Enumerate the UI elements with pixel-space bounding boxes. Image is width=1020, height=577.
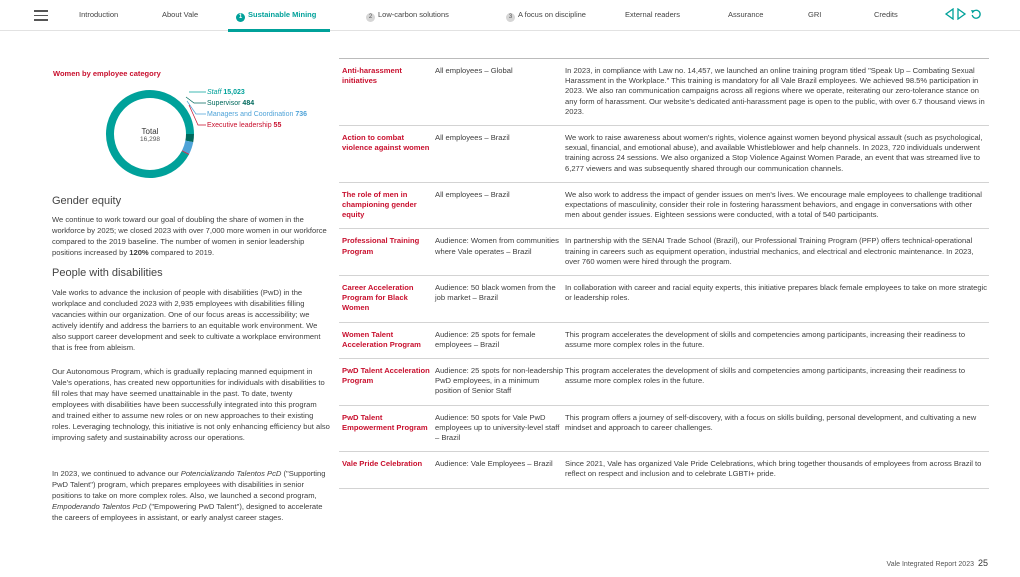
initiatives-table (339, 58, 989, 489)
legend-value: 15,023 (223, 89, 245, 96)
chart-title: Women by employee category (53, 69, 161, 78)
table-row (339, 126, 989, 183)
legend-value: 736 (295, 111, 308, 118)
initiative-name: The role of men in championing gender equity (342, 189, 417, 220)
legend-label: Executive leadership (207, 122, 272, 129)
initiative-name: Action to combat violence against women (342, 133, 430, 153)
legend-label: Staff (207, 89, 222, 96)
legend-item-supervisor (207, 100, 254, 107)
nav-number-badge: 1 (236, 13, 245, 22)
initiative-audience: Audience: Women from communities where Vale operates – Brazil (435, 236, 559, 256)
text-run: compared to 2019. (148, 248, 215, 257)
text-run: We continue to work toward our goal of doubling the share of women in the workforce by 2025; we closed 2023 with over 7,000 more women in our workforce compared to the 2019 baseline. The number of women in senior leadership positions increased by (52, 215, 327, 257)
legend-label: Supervisor (207, 100, 241, 107)
nav-number-badge: 2 (366, 13, 375, 22)
nav-assurance[interactable]: Assurance (728, 10, 764, 19)
top-navigation (0, 0, 1020, 31)
initiative-audience: Audience: 25 spots for non-leadership PwD employees, in a minimum position of Senior Staff (435, 366, 563, 396)
table-row (339, 276, 989, 323)
nav-about-vale[interactable]: About Vale (162, 10, 199, 19)
nav-low-carbon-solutions[interactable] (366, 10, 449, 22)
legend-label: Managers and Coordination (207, 111, 294, 118)
initiative-name: Women Talent Acceleration Program (342, 329, 421, 349)
table-row (339, 359, 989, 406)
gender-equity-paragraph (52, 214, 331, 258)
donut-slice-managers (186, 141, 190, 152)
next-page-icon[interactable] (956, 8, 967, 20)
hamburger-menu-icon[interactable] (34, 10, 48, 21)
initiative-audience: All employees – Global (435, 66, 513, 75)
initiative-description: Since 2021, Vale has organized Vale Pride Celebrations, which bring together thousands of employees from across Brazil to reflect on respect and inclusion and to celebrate LGBTI+ pride. (565, 459, 982, 479)
text-run-bold: 120% (129, 248, 149, 257)
table-row (339, 229, 989, 276)
report-name: Vale Integrated Report 2023 (886, 561, 974, 568)
text-run: ("Empowering PwD Talent"), designed to accelerate the careers of employees in assistant, or early analyst career stages. (52, 502, 323, 522)
pwd-paragraph-2: Our Autonomous Program, which is gradually replacing manned equipment in Vale's operations, has created new opportunities for individuals with disabilities to fill roles that may have seemed unattainable in the past. To date, twenty employees with disabilities have been successfully integrated into this program and trained either to assume new roles or on new approaches to their existing roles. Leveraging technology, this initiative is not only enhancing efficiency but also improving safety and sustainability across our operations. (52, 367, 330, 442)
nav-gri[interactable]: GRI (808, 10, 822, 19)
initiative-name: PwD Talent Acceleration Program (342, 366, 430, 386)
nav-label: A focus on discipline (518, 10, 586, 19)
text-run: ("Supporting PwD Talent") program, which prepares employees with disabilities in senior positions to take on more complex roles. Also, we launched a second program, (52, 469, 326, 500)
table-row (339, 452, 989, 488)
initiative-audience: Audience: 25 spots for female employees – Brazil (435, 329, 536, 349)
legend-item-staff (207, 89, 245, 96)
legend-value: 55 (273, 122, 282, 129)
text-run-italic: Potencializando Talentos PcD (180, 469, 282, 478)
total-label: Total (141, 127, 159, 136)
legend-item-managers (207, 111, 307, 118)
table-row (339, 59, 989, 126)
initiative-name: Professional Training Program (342, 236, 420, 256)
initiative-description: We also work to address the impact of gender issues on men's lives. We encourage male employees to challenge traditional expectations of masculinity, consider their role in fostering harassment behaviors, and engage in conversations with other men about gender issues. Eighteen sessions were conducted, with a total of 540 participants. (565, 189, 982, 220)
text-run: In 2023, we continued to advance our (52, 469, 181, 478)
active-tab-indicator (228, 29, 330, 32)
initiative-name: Vale Pride Celebration (342, 459, 423, 469)
previous-page-icon[interactable] (944, 8, 955, 20)
pwd-paragraph-3 (52, 468, 331, 523)
total-value: 16,298 (140, 136, 160, 143)
text-run-italic: Empoderando Talentos PcD (52, 502, 147, 511)
initiative-name: Career Acceleration Program for Black Women (342, 283, 414, 313)
nav-credits[interactable]: Credits (874, 10, 898, 19)
nav-label: Sustainable Mining (248, 10, 317, 19)
gender-equity-heading: Gender equity (52, 195, 122, 207)
table-row (339, 406, 989, 453)
initiative-audience: Audience: Vale Employees – Brazil (435, 459, 553, 469)
initiative-description: In 2023, in compliance with Law no. 14,457, we launched an online training program titled "Speak Up – Combating Sexual Harassment in the Workplace." This training is mandatory for all Vale Brazil employees. We achieved 98.5% participation in 2023. We also ran communication campaigns across all regions where we operate, reiterating our zero-tolerance stance on any form of harassment. Our website's dedicated anti-harassment page is open to the public, with over 6.7 thousand views in 2023. (565, 66, 985, 116)
initiative-description: In collaboration with career and racial equity experts, this initiative prepares black female employees to take on more strategic or leadership roles. (565, 283, 988, 303)
table-row (339, 183, 989, 230)
nav-sustainable-mining[interactable] (236, 10, 316, 22)
nav-number-badge: 3 (506, 13, 515, 22)
initiative-name: PwD Talent Empowerment Program (342, 412, 428, 432)
page-footer (887, 558, 988, 568)
initiative-name: Anti-harassment initiatives (342, 66, 402, 86)
table-row (339, 323, 989, 359)
back-return-icon[interactable] (970, 8, 982, 20)
initiative-description: This program accelerates the development of skills and competencies among participants, increasing their readiness to assume more complex roles in the future. (565, 366, 966, 386)
legend-value: 484 (242, 100, 255, 107)
initiative-description: This program offers a journey of self-discovery, with a focus on skills building, personal development, and cultivating a new mindset and approach to career challenges. (565, 412, 977, 432)
nav-external-readers[interactable]: External readers (625, 10, 681, 19)
initiative-audience: Audience: 50 black women from the job market – Brazil (435, 283, 556, 303)
pwd-paragraph-1: Vale works to advance the inclusion of people with disabilities (PwD) in the workplace and concluded 2023 with 2,935 employees with disabilities filling vacancies within our organization. One of our focus areas is accessibility; we actively identify and address the barriers to an equitable work environment. We also support career development and seek to cultivate a workplace environment that is free from ableism. (52, 288, 321, 352)
initiative-audience: All employees – Brazil (435, 189, 510, 199)
initiative-description: In partnership with the SENAI Trade School (Brazil), our Professional Training Program (PFP) offers technical-operational training in careers such as equipment operation, industrial mechanics, and electrical and electronic maintenance. In 2023, over 760 women were hired through the program. (565, 236, 974, 266)
page-number: 25 (977, 558, 988, 568)
donut-center-label (124, 127, 176, 143)
initiative-description: This program accelerates the development of skills and competencies among participants, increasing their readiness to assume more complex roles in the future. (565, 329, 966, 349)
legend-item-executive (207, 122, 281, 129)
initiative-audience: Audience: 50 spots for Vale PwD employees up to university-level staff – Brazil (435, 412, 560, 443)
initiative-audience: All employees – Brazil (435, 133, 510, 143)
nav-introduction[interactable]: Introduction (79, 10, 119, 19)
initiative-description: We work to raise awareness about women's rights, violence against women beyond physical assault (such as psychological, sexual, financial, and emotional abuse), and available Whistleblower and help channels. In 2023, 720 individuals underwent training across 24 sessions. We also organized a Stop Violence Against Women Parade, an event that was streamed live to 6,277 viewers and was subsequently shared through our communication channels. (565, 133, 983, 173)
nav-focus-on-discipline[interactable] (506, 10, 586, 22)
pwd-heading: People with disabilities (52, 267, 163, 279)
nav-label: Low-carbon solutions (378, 10, 449, 19)
